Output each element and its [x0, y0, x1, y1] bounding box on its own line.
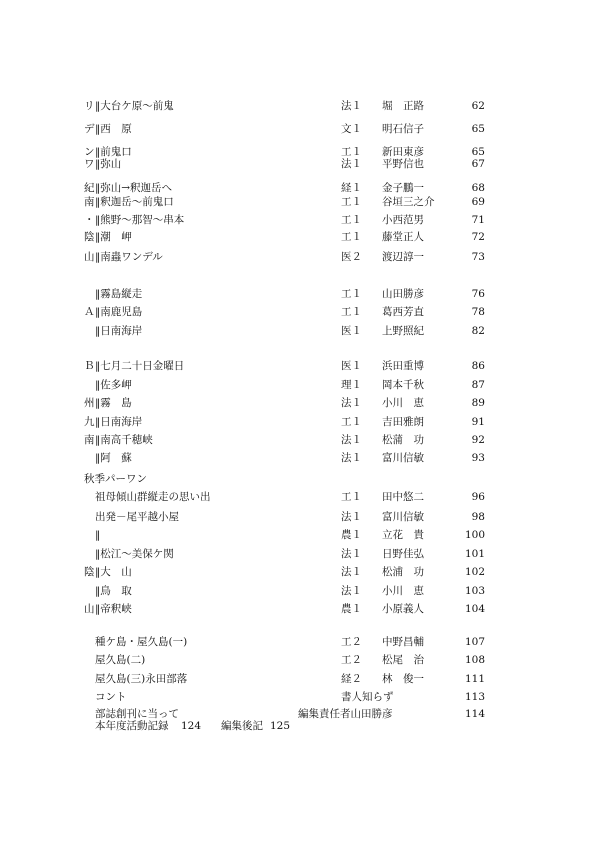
entry-department: 法１: [341, 158, 362, 170]
entry-title: ‖鳥 取: [95, 585, 132, 597]
entry-page-number: 98: [471, 511, 485, 523]
section-mark: 南: [84, 434, 95, 446]
editor-postscript-page: 125: [270, 720, 291, 732]
entry-title: ‖西 原: [95, 123, 132, 135]
entry-title: ‖日南海岸: [95, 325, 143, 337]
toc-row: [0, 98, 600, 114]
entry-department: 医１: [341, 360, 362, 372]
entry-page-number: 65: [471, 146, 485, 158]
entry-page-number: 72: [471, 231, 485, 243]
section-mark: 陰: [84, 566, 95, 578]
entry-title: ‖霧島縦走: [95, 288, 143, 300]
entry-author: 林 俊一: [382, 673, 424, 685]
toc-row: [0, 395, 600, 411]
entry-title: ‖七月二十日金曜日: [95, 360, 185, 372]
entry-title: ‖南高千穂峡: [95, 434, 153, 446]
entry-author: 松尾 治: [382, 654, 424, 666]
entry-page-number: 71: [471, 214, 485, 226]
section-mark: 陰: [84, 231, 95, 243]
section-mark: 州: [84, 397, 95, 409]
entry-department: 法１: [341, 100, 362, 112]
entry-title: ‖前鬼口: [95, 146, 132, 158]
toc-row: [0, 489, 600, 505]
toc-row: [0, 634, 600, 650]
entry-department: 法１: [341, 585, 362, 597]
entry-page-number: 78: [471, 306, 485, 318]
entry-department: 法１: [341, 452, 362, 464]
entry-author: 日野佳弘: [382, 548, 424, 560]
entry-page-number: 65: [471, 123, 485, 135]
section-mark: Ａ: [84, 306, 95, 318]
entry-title: ‖佐多岬: [95, 379, 132, 391]
section-mark: 南: [84, 196, 95, 208]
entry-author: 編集責任者山田勝彦: [298, 708, 393, 720]
section-mark: 紀: [84, 182, 95, 194]
entry-department: 法１: [341, 511, 362, 523]
entry-page-number: 86: [471, 360, 485, 372]
toc-row: [0, 546, 600, 562]
toc-row: [0, 509, 600, 525]
toc-row: [0, 286, 600, 302]
entry-author: 山田勝彦: [382, 288, 424, 300]
entry-page-number: 67: [471, 158, 485, 170]
entry-author: 富川信敏: [382, 511, 424, 523]
toc-row: [0, 652, 600, 668]
entry-author: 小川 恵: [382, 585, 424, 597]
entry-author: 松浦 功: [382, 566, 424, 578]
entry-title: ‖弥山: [95, 158, 122, 170]
entry-author: 谷垣三之介: [382, 196, 435, 208]
entry-department: 経２: [341, 673, 362, 685]
entry-title: ‖大 山: [95, 566, 132, 578]
entry-title: ‖熊野～那智～串本: [95, 214, 185, 226]
entry-title: ‖日南海岸: [95, 416, 143, 428]
entry-department: 工１: [341, 491, 362, 503]
section-mark: 九: [84, 416, 95, 428]
entry-department: 工１: [341, 214, 362, 226]
toc-row: [0, 414, 600, 430]
entry-department: 工２: [341, 636, 362, 648]
section-mark: 秋季パーワン: [84, 473, 147, 485]
entry-page-number: 102: [464, 566, 485, 578]
entry-author: 明石信子: [382, 123, 424, 135]
entry-title: 部誌創刊に当って: [95, 708, 179, 720]
footer-line: [0, 718, 600, 734]
toc-row: [0, 564, 600, 580]
entry-author: 葛西芳直: [382, 306, 424, 318]
entry-page-number: 73: [471, 251, 485, 263]
entry-title: 屋久島(三)永田部落: [95, 673, 188, 685]
activity-record-page: 124: [181, 720, 202, 732]
entry-title: 出発－尾平越小屋: [95, 511, 179, 523]
entry-department: 工１: [341, 416, 362, 428]
entry-title: ‖: [95, 529, 101, 541]
entry-department: 農１: [341, 529, 362, 541]
section-mark: リ: [84, 100, 95, 112]
entry-title: 種ケ島・屋久島(一): [95, 636, 188, 648]
entry-department: 工２: [341, 654, 362, 666]
toc-row: [0, 527, 600, 543]
entry-title: 屋久島(二): [95, 654, 146, 666]
entry-page-number: 104: [464, 603, 485, 615]
entry-page-number: 100: [464, 529, 485, 541]
entry-page-number: 92: [471, 434, 485, 446]
entry-page-number: 107: [464, 636, 485, 648]
entry-page-number: 91: [471, 416, 485, 428]
entry-department: 法１: [341, 566, 362, 578]
toc-row: [0, 358, 600, 374]
entry-page-number: 103: [464, 585, 485, 597]
activity-record-label: 本年度活動記録: [95, 720, 169, 732]
toc-row: [0, 583, 600, 599]
section-mark: ・: [84, 214, 95, 226]
entry-department: 工１: [341, 231, 362, 243]
entry-title: コント: [95, 691, 127, 703]
toc-row: [0, 377, 600, 393]
entry-author: 小原義人: [382, 603, 424, 615]
entry-department: 理１: [341, 379, 362, 391]
entry-author: 上野照紀: [382, 325, 424, 337]
entry-author: 渡辺諄一: [382, 251, 424, 263]
entry-page-number: 108: [464, 654, 485, 666]
entry-department: 工１: [341, 306, 362, 318]
entry-department: 医１: [341, 325, 362, 337]
entry-page-number: 82: [471, 325, 485, 337]
entry-title: ‖弥山→釈迦岳へ: [95, 182, 173, 194]
entry-title: ‖大台ケ原～前鬼: [95, 100, 174, 112]
section-mark: 山: [84, 603, 95, 615]
toc-row: [0, 249, 600, 265]
toc-row: [0, 323, 600, 339]
entry-page-number: 69: [471, 196, 485, 208]
entry-title: ‖潮 岬: [95, 231, 132, 243]
entry-department: 書人知らず: [341, 691, 394, 703]
section-mark: デ: [84, 123, 95, 135]
entry-page-number: 76: [471, 288, 485, 300]
section-mark: Ｂ: [84, 360, 95, 372]
toc-row: [0, 689, 600, 705]
entry-department: 工１: [341, 288, 362, 300]
entry-title: ‖南鹿児島: [95, 306, 143, 318]
toc-row: [0, 156, 600, 172]
entry-author: 金子鵬一: [382, 182, 424, 194]
entry-department: 農１: [341, 603, 362, 615]
entry-page-number: 111: [464, 673, 485, 685]
entry-title: ‖阿 蘇: [95, 452, 132, 464]
entry-author: 小川 恵: [382, 397, 424, 409]
toc-row: [0, 212, 600, 228]
toc-row: [0, 432, 600, 448]
toc-row: [0, 304, 600, 320]
entry-author: 藤堂正人: [382, 231, 424, 243]
entry-author: 立花 貴: [382, 529, 424, 541]
entry-department: 工１: [341, 146, 362, 158]
entry-department: 文１: [341, 123, 362, 135]
toc-row: [0, 671, 600, 687]
entry-author: 新田東彦: [382, 146, 424, 158]
entry-page-number: 68: [471, 182, 485, 194]
toc-row: [0, 121, 600, 137]
entry-department: 工１: [341, 196, 362, 208]
entry-page-number: 114: [464, 708, 485, 720]
entry-page-number: 96: [471, 491, 485, 503]
entry-title: ‖霧 島: [95, 397, 132, 409]
entry-department: 医２: [341, 251, 362, 263]
toc-row: [0, 471, 600, 487]
entry-title: 祖母傾山群縦走の思い出: [95, 491, 211, 503]
section-mark: 山: [84, 251, 95, 263]
editor-postscript-label: 編集後記: [221, 720, 263, 732]
toc-row: [0, 450, 600, 466]
entry-title: ‖釈迦岳～前鬼口: [95, 196, 174, 208]
entry-author: 吉田雅朗: [382, 416, 424, 428]
toc-row: [0, 229, 600, 245]
entry-author: 岡本千秋: [382, 379, 424, 391]
entry-author: 松蒲 功: [382, 434, 424, 446]
entry-author: 小西范男: [382, 214, 424, 226]
entry-department: 法１: [341, 397, 362, 409]
entry-author: 富川信敏: [382, 452, 424, 464]
entry-page-number: 101: [464, 548, 485, 560]
entry-author: 田中悠二: [382, 491, 424, 503]
section-mark: ワ: [84, 158, 95, 170]
entry-page-number: 87: [471, 379, 485, 391]
entry-author: 堀 正路: [382, 100, 424, 112]
toc-row: [0, 601, 600, 617]
entry-author: 平野信也: [382, 158, 424, 170]
entry-page-number: 89: [471, 397, 485, 409]
entry-title: ‖帝釈峡: [95, 603, 132, 615]
entry-author: 浜田重博: [382, 360, 424, 372]
section-mark: ン: [84, 146, 95, 158]
entry-title: ‖松江～美保ケ関: [95, 548, 174, 560]
entry-author: 中野昌輔: [382, 636, 424, 648]
entry-title: ‖南蟲ワンデル: [95, 251, 163, 263]
toc-row: [0, 194, 600, 210]
entry-page-number: 93: [471, 452, 485, 464]
entry-department: 経１: [341, 182, 362, 194]
entry-page-number: 62: [471, 100, 485, 112]
entry-department: 法１: [341, 548, 362, 560]
entry-department: 法１: [341, 434, 362, 446]
entry-page-number: 113: [464, 691, 485, 703]
